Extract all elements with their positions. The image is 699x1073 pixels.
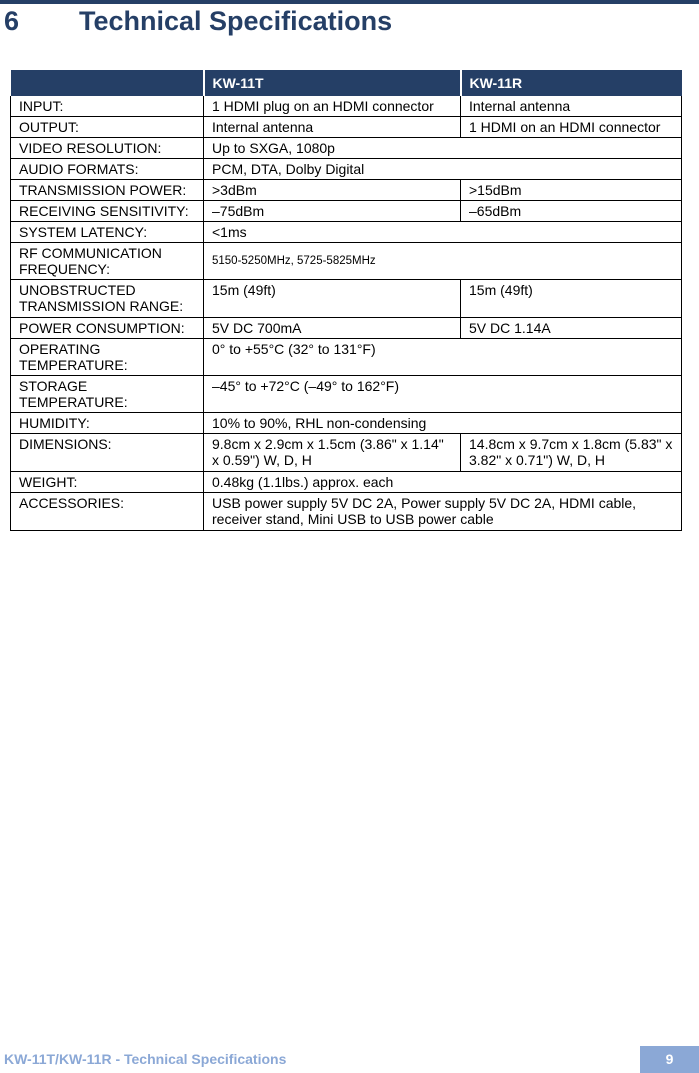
kw11t-value: >3dBm	[204, 180, 461, 201]
row-label: UNOBSTRUCTED TRANSMISSION RANGE:	[11, 280, 204, 318]
kw11t-value: 15m (49ft)	[204, 280, 461, 318]
header-blank	[11, 70, 204, 96]
row-label: SYSTEM LATENCY:	[11, 222, 204, 243]
top-rule	[0, 0, 699, 4]
shared-value: PCM, DTA, Dolby Digital	[204, 159, 682, 180]
row-label: OUTPUT:	[11, 117, 204, 138]
kw11t-value: –75dBm	[204, 201, 461, 222]
table-row	[11, 472, 682, 493]
shared-value: <1ms	[204, 222, 682, 243]
table-row	[11, 180, 682, 201]
table-row	[11, 117, 682, 138]
shared-value: 0° to +55°C (32° to 131°F)	[204, 339, 682, 376]
table-row	[11, 413, 682, 434]
row-label: OPERATING TEMPERATURE:	[11, 339, 204, 376]
kw11r-value: Internal antenna	[461, 96, 682, 117]
table-row	[11, 243, 682, 280]
row-label: DIMENSIONS:	[11, 434, 204, 472]
shared-value: –45° to +72°C (–49° to 162°F)	[204, 376, 682, 413]
header-kw11t: KW-11T	[204, 70, 461, 96]
table-row	[11, 434, 682, 472]
shared-value: USB power supply 5V DC 2A, Power supply 5V DC 2A, HDMI cable, receiver stand, Mini USB to USB power cable	[204, 493, 682, 531]
section-number: 6	[4, 6, 20, 36]
footer-text: KW-11T/KW-11R - Technical Specifications	[4, 1051, 287, 1067]
table-row	[11, 280, 682, 318]
row-label: WEIGHT:	[11, 472, 204, 493]
kw11r-value: >15dBm	[461, 180, 682, 201]
row-label: ACCESSORIES:	[11, 493, 204, 531]
row-label: AUDIO FORMATS:	[11, 159, 204, 180]
table-row	[11, 339, 682, 376]
table-row	[11, 222, 682, 243]
page-footer	[0, 1046, 699, 1073]
table-row	[11, 493, 682, 531]
kw11t-value: 9.8cm x 2.9cm x 1.5cm (3.86" x 1.14" x 0.59") W, D, H	[204, 434, 461, 472]
shared-value: 0.48kg (1.1lbs.) approx. each	[204, 472, 682, 493]
shared-value: 5150-5250MHz, 5725-5825MHz	[204, 243, 682, 280]
shared-value: 10% to 90%, RHL non-condensing	[204, 413, 682, 434]
table-header-row	[11, 70, 682, 96]
kw11r-value: 5V DC 1.14A	[461, 318, 682, 339]
kw11r-value: –65dBm	[461, 201, 682, 222]
kw11t-value: 1 HDMI plug on an HDMI connector	[204, 96, 461, 117]
table-row	[11, 376, 682, 413]
row-label: TRANSMISSION POWER:	[11, 180, 204, 201]
row-label: STORAGE TEMPERATURE:	[11, 376, 204, 413]
row-label: HUMIDITY:	[11, 413, 204, 434]
table-row	[11, 96, 682, 117]
row-label: POWER CONSUMPTION:	[11, 318, 204, 339]
kw11t-value: 5V DC 700mA	[204, 318, 461, 339]
shared-value: Up to SXGA, 1080p	[204, 138, 682, 159]
kw11r-value: 1 HDMI on an HDMI connector	[461, 117, 682, 138]
kw11t-value: Internal antenna	[204, 117, 461, 138]
row-label: VIDEO RESOLUTION:	[11, 138, 204, 159]
page-heading	[0, 6, 699, 46]
table-row	[11, 318, 682, 339]
kw11r-value: 14.8cm x 9.7cm x 1.8cm (5.83" x 3.82" x 0.71") W, D, H	[461, 434, 682, 472]
table-row	[11, 201, 682, 222]
page-title: Technical Specifications	[79, 6, 393, 36]
kw11r-value: 15m (49ft)	[461, 280, 682, 318]
table-row	[11, 138, 682, 159]
page-number: 9	[640, 1046, 699, 1073]
spec-table	[10, 70, 682, 531]
header-kw11r: KW-11R	[461, 70, 682, 96]
row-label: RECEIVING SENSITIVITY:	[11, 201, 204, 222]
row-label: INPUT:	[11, 96, 204, 117]
row-label: RF COMMUNICATION FREQUENCY:	[11, 243, 204, 280]
table-row	[11, 159, 682, 180]
